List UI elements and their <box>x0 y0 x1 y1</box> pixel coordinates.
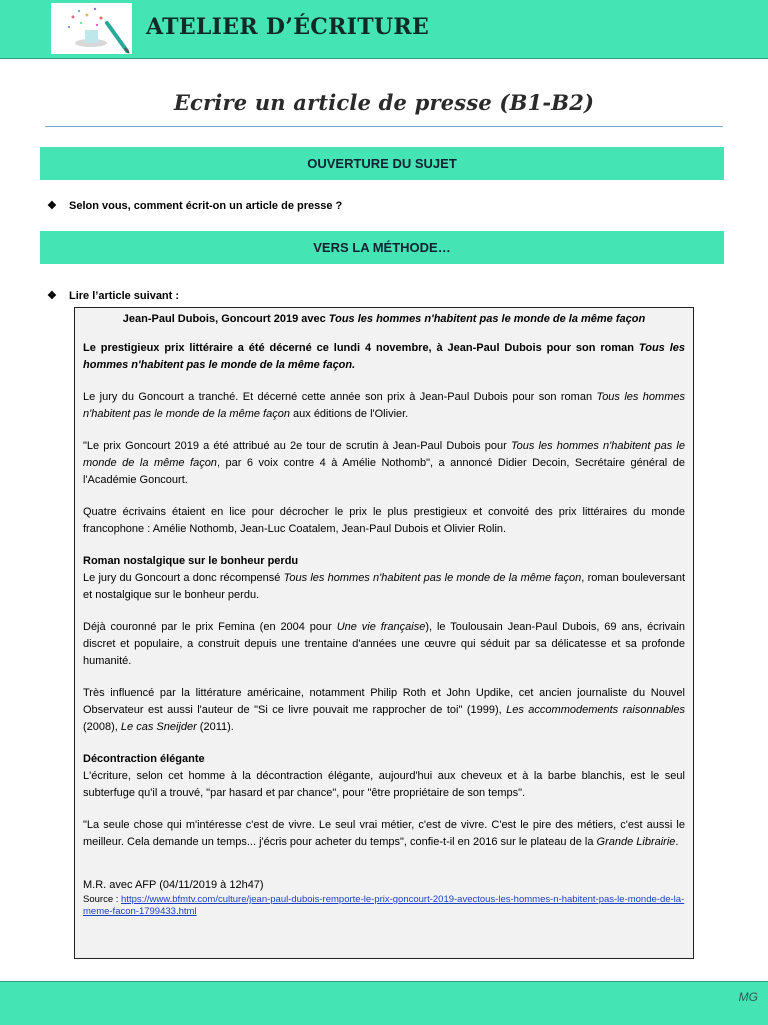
section-band-methode: VERS LA MÉTHODE… <box>40 231 724 264</box>
diamond-bullet-icon: ❖ <box>47 290 57 302</box>
footer-signature: MG <box>738 990 758 1004</box>
article-subheading: Roman nostalgique sur le bonheur perdu <box>83 555 299 567</box>
bullet-instruction <box>47 289 179 302</box>
article-subheading: Décontraction élégante <box>83 753 205 765</box>
article-paragraph: Le jury du Goncourt a tranché. Et décerné cette année son prix à Jean-Paul Dubois pour son roman Tous les hommes n'habitent pas le monde de la même façon aux éditions de l'Olivier. <box>83 391 685 420</box>
article-paragraph: L'écriture, selon cet homme à la décontraction élégante, aujourd'hui aux cheveux et à la barbe blanchis, est le seul subterfuge qu'il a trouvé, "par hasard et par chance", pour "être propriétaire de son temps". <box>83 770 685 799</box>
header-title: ATELIER D’ÉCRITURE <box>146 14 430 40</box>
article-paragraph: Quatre écrivains étaient en lice pour décrocher le prix le plus prestigieux et convoité des prix littéraires du monde francophone : Amélie Nothomb, Jean-Luc Coatalem, Jean-Paul Dubois et Olivier Rolin. <box>83 506 685 535</box>
bullet-instruction-text: Lire l’article suivant : <box>69 290 180 302</box>
writing-logo-icon <box>51 3 132 54</box>
article-paragraph: Très influencé par la littérature américaine, notamment Philip Roth et John Updike, cet ancien journaliste du Nouvel Observateur est aussi l'auteur de "Si ce livre pouvait me rapprocher de toi" (1999), Les accommodements raisonnables (2008), Le cas Sneijder (2011). <box>83 687 685 733</box>
article-box <box>74 307 694 959</box>
logo-illustration <box>51 3 132 54</box>
bullet-question <box>47 199 342 212</box>
article-paragraph: "La seule chose qui m'intéresse c'est de vivre. Le seul vrai métier, c'est de vivre. C'est le pire des métiers, c'est aussi le meilleur. Cela demande un temps... j'écris pour acheter du temps", confie-t-il en 2016 sur le plateau de la Grande Librairie. <box>83 819 685 848</box>
bullet-question-text: Selon vous, comment écrit-on un article de presse ? <box>69 200 343 212</box>
section-band-ouverture: OUVERTURE DU SUJET <box>40 147 724 180</box>
footer-bar <box>0 981 768 1025</box>
title-divider <box>45 126 723 127</box>
article-headline: Jean-Paul Dubois, Goncourt 2019 avec Tous les hommes n'habitent pas le monde de la même façon <box>122 313 646 325</box>
diamond-bullet-icon: ❖ <box>47 200 57 212</box>
article-source: Source : https://www.bfmtv.com/culture/jean-paul-dubois-remporte-le-prix-goncourt-2019-avectous-les-hommes-n-habitent-pas-le-monde-de-la-meme-facon-1799433.html <box>83 894 685 917</box>
header-bar <box>0 0 768 59</box>
article-paragraph: Le jury du Goncourt a donc récompensé Tous les hommes n'habitent pas le monde de la même façon, roman bouleversant et nostalgique sur le bonheur perdu. <box>83 572 685 601</box>
source-link[interactable]: https://www.bfmtv.com/culture/jean-paul-dubois-remporte-le-prix-goncourt-2019-avectous-les-hommes-n-habitent-pas-le-monde-de-la-meme-facon-1799433.html <box>83 894 685 917</box>
article-paragraph: Déjà couronné par le prix Femina (en 2004 pour Une vie française), le Toulousain Jean-Paul Dubois, 69 ans, écrivain discret et populaire, a construit depuis une trentaine d'années une œuvre qui séduit par sa délicatesse et sa profonde humanité. <box>83 621 685 667</box>
document-title: Ecrire un article de presse (B1-B2) <box>173 90 595 115</box>
article-credit: M.R. avec AFP (04/11/2019 à 12h47) <box>83 879 264 891</box>
article-paragraph: "Le prix Goncourt 2019 a été attribué au 2e tour de scrutin à Jean-Paul Dubois pour Tous les hommes n'habitent pas le monde de la même façon, par 6 voix contre 4 à Amélie Nothomb", a annoncé Didier Decoin, Secrétaire général de l'Académie Goncourt. <box>83 440 685 486</box>
article-lede: Le prestigieux prix littéraire a été décerné ce lundi 4 novembre, à Jean-Paul Dubois pour son roman Tous les hommes n'habitent pas le monde de la même façon. <box>83 342 685 371</box>
